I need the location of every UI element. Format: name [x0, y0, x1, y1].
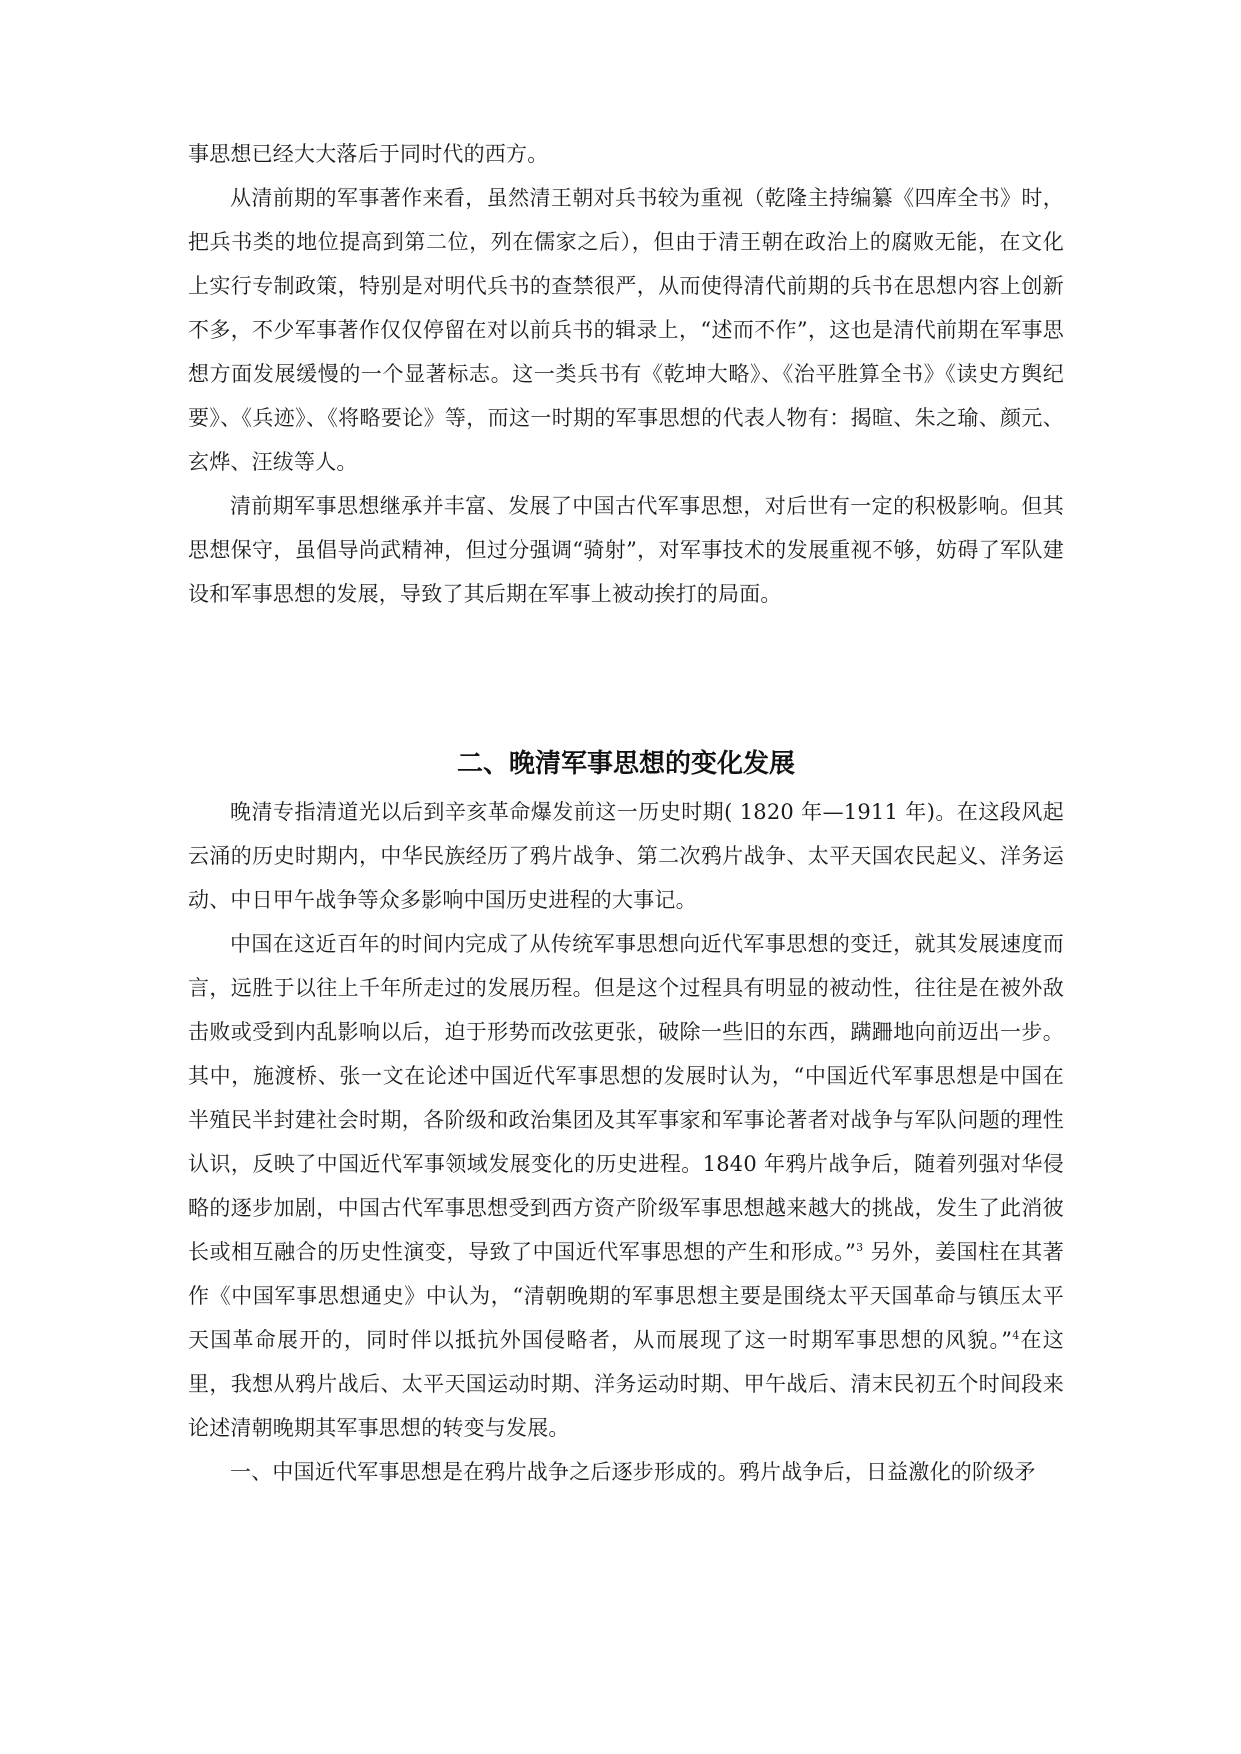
paragraph-text-part-c: 在这里，我想从鸦片战后、太平天国运动时期、洋务运动时期、甲午战后、清末民初五个时间段来论述清朝晚期其军事思想的转变与发展。: [188, 1328, 1064, 1440]
paragraph-late-qing-development: [188, 922, 1064, 1450]
paragraph-text-part-b: 另外，姜国柱在其著作《中国军事思想通史》中认为，“清朝晚期的军事思想主要是围绕太平天国革命与镇压太平天国革命展开的，同时伴以抵抗外国侵略者，从而展现了这一时期军事思想的风貌。”: [188, 1240, 1064, 1352]
paragraph-text-part-a: 中国在这近百年的时间内完成了从传统军事思想向近代军事思想的变迁，就其发展速度而言，远胜于以往上千年所走过的发展历程。但是这个过程具有明显的被动性，往往是在被外敌击败或受到内乱影响以后，迫于形势而改弦更张，破除一些旧的东西，蹒跚地向前迈出一步。其中，施渡桥、张一文在论述中国近代军事思想的发展时认为，“中国近代军事思想是中国在半殖民半封建社会时期，各阶级和政治集团及其军事家和军事论著者对战争与军队问题的理性认识，反映了中国近代军事领域发展变化的历史进程。1840 年鸦片战争后，随着列强对华侵略的逐步加剧，中国古代军事思想受到西方资产阶级军事思想越来越大的挑战，发生了此消彼长或相互融合的历史性演变，导致了中国近代军事思想的产生和形成。”: [188, 932, 1064, 1264]
footnote-marker-4[interactable]: 4: [1012, 1329, 1020, 1342]
paragraph-continuation: 事思想已经大大落后于同时代的西方。: [188, 142, 549, 166]
paragraph-qing-early-summary: 清前期军事思想继承并丰富、发展了中国古代军事思想，对后世有一定的积极影响。但其思想保守，虽倡导尚武精神，但过分强调“骑射”，对军事技术的发展重视不够，妨碍了军队建设和军事思想的发展，导致了其后期在军事上被动挨打的局面。: [188, 494, 1064, 606]
paragraph-late-qing-intro: 晚清专指清道光以后到辛亥革命爆发前这一历史时期( 1820 年—1911 年)。在这段风起云涌的历史时期内，中华民族经历了鸦片战争、第二次鸦片战争、太平天国农民起义、洋务运动、中日甲午战争等众多影响中国历史进程的大事记。: [188, 800, 1064, 912]
section-2-heading: 二、晚清军事思想的变化发展: [456, 749, 795, 779]
paragraph-qing-early-works: 从清前期的军事著作来看，虽然清王朝对兵书较为重视（乾隆主持编纂《四库全书》时，把兵书类的地位提高到第二位，列在儒家之后），但由于清王朝在政治上的腐败无能，在文化上实行专制政策，特别是对明代兵书的查禁很严，从而使得清代前期的兵书在思想内容上创新不多，不少军事著作仅仅停留在对以前兵书的辑录上，“述而不作”，这也是清代前期在军事思想方面发展缓慢的一个显著标志。这一类兵书有《乾坤大略》、《治平胜算全书》《读史方舆纪要》、《兵迹》、《将略要论》等，而这一时期的军事思想的代表人物有：揭暄、朱之瑜、颜元、玄烨、汪绂等人。: [188, 186, 1064, 474]
footnote-marker-3[interactable]: 3: [856, 1241, 864, 1254]
section-1-body: [188, 132, 1064, 616]
section-2-body: [188, 790, 1064, 1494]
paragraph-opium-war-start: 一、中国近代军事思想是在鸦片战争之后逐步形成的。鸦片战争后，日益激化的阶级矛: [230, 1460, 1036, 1484]
